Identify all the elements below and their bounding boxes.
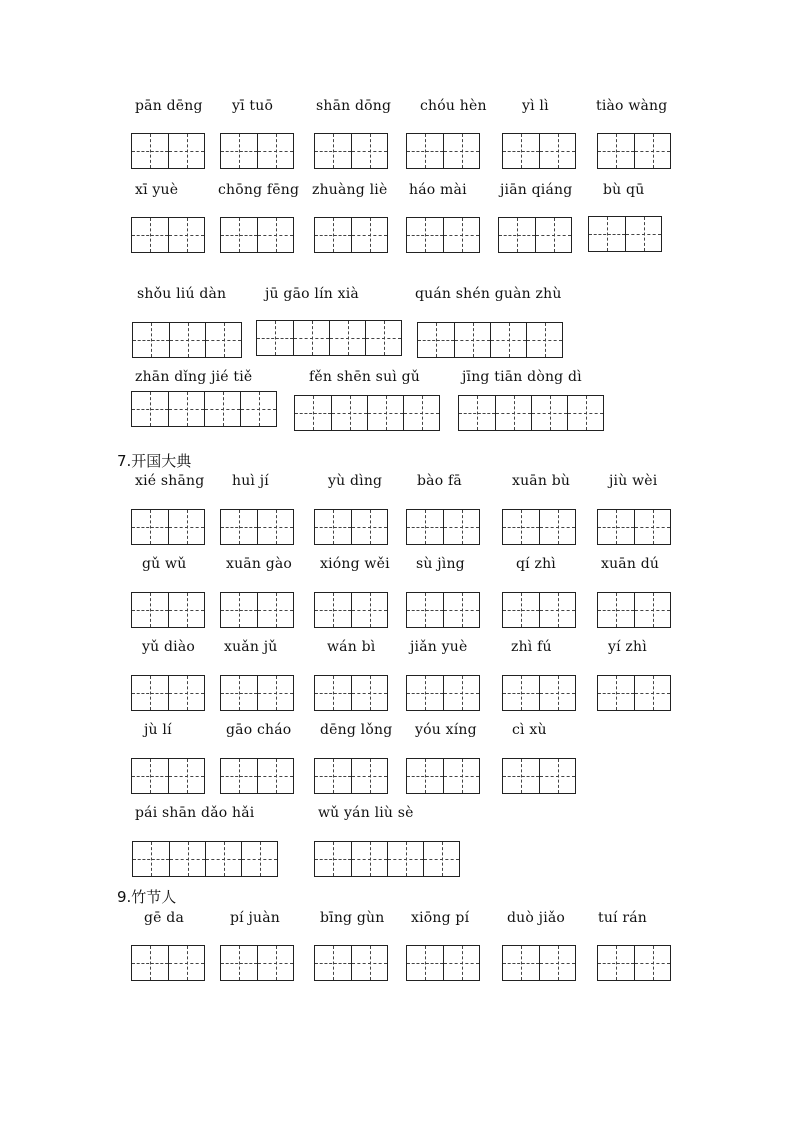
pinyin-label: xié shāng <box>135 473 205 489</box>
writing-grid[interactable] <box>314 841 460 877</box>
pinyin-label: xī yuè <box>135 182 179 198</box>
pinyin-label: shǒu liú dàn <box>137 286 227 302</box>
pinyin-label: duò jiǎo <box>507 910 566 926</box>
pinyin-label: dēng lǒng <box>320 722 393 738</box>
writing-grid[interactable] <box>131 592 205 628</box>
writing-grid[interactable] <box>314 133 388 169</box>
writing-grid[interactable] <box>131 133 205 169</box>
pinyin-label: gāo cháo <box>226 722 292 738</box>
writing-grid[interactable] <box>132 322 242 358</box>
writing-grid[interactable] <box>314 758 388 794</box>
writing-grid[interactable] <box>406 758 480 794</box>
pinyin-label: zhān dǐng jié tiě <box>135 369 253 385</box>
pinyin-label: pí juàn <box>230 910 281 926</box>
pinyin-label: gē da <box>144 910 185 926</box>
writing-grid[interactable] <box>220 509 294 545</box>
writing-grid[interactable] <box>502 675 576 711</box>
writing-grid[interactable] <box>294 395 440 431</box>
pinyin-label: gǔ wǔ <box>142 556 187 572</box>
pinyin-label: xuān gào <box>226 556 293 572</box>
pinyin-label: zhì fú <box>511 639 552 655</box>
pinyin-label: xuǎn jǔ <box>224 639 278 655</box>
pinyin-label: yī tuō <box>232 98 274 114</box>
writing-grid[interactable] <box>406 217 480 253</box>
writing-grid[interactable] <box>314 675 388 711</box>
writing-grid[interactable] <box>131 758 205 794</box>
writing-grid[interactable] <box>502 133 576 169</box>
pinyin-label: yí zhì <box>608 639 647 655</box>
pinyin-label: shān dōng <box>316 98 392 114</box>
writing-grid[interactable] <box>498 217 572 253</box>
writing-grid[interactable] <box>597 133 671 169</box>
writing-grid[interactable] <box>314 509 388 545</box>
pinyin-label: pān dēng <box>135 98 203 114</box>
writing-grid[interactable] <box>220 133 294 169</box>
writing-grid[interactable] <box>458 395 604 431</box>
writing-grid[interactable] <box>406 592 480 628</box>
pinyin-label: sù jìng <box>416 556 465 572</box>
writing-grid[interactable] <box>256 320 402 356</box>
pinyin-label: qí zhì <box>516 556 556 572</box>
writing-grid[interactable] <box>417 322 563 358</box>
pinyin-label: huì jí <box>232 473 269 489</box>
writing-grid[interactable] <box>132 841 278 877</box>
writing-grid[interactable] <box>220 675 294 711</box>
writing-grid[interactable] <box>406 133 480 169</box>
writing-grid[interactable] <box>314 592 388 628</box>
pinyin-label: cì xù <box>512 722 547 738</box>
pinyin-label: háo mài <box>409 182 467 198</box>
pinyin-label: jiǎn yuè <box>410 639 468 655</box>
pinyin-label: yì lì <box>522 98 549 114</box>
writing-grid[interactable] <box>406 945 480 981</box>
pinyin-label: jū gāo lín xià <box>265 286 359 302</box>
pinyin-label: yóu xíng <box>415 722 477 738</box>
writing-grid[interactable] <box>502 945 576 981</box>
writing-grid[interactable] <box>220 592 294 628</box>
pinyin-label: jù lí <box>144 722 172 738</box>
pinyin-label: bīng gùn <box>320 910 385 926</box>
writing-grid[interactable] <box>131 945 205 981</box>
writing-grid[interactable] <box>220 758 294 794</box>
writing-grid[interactable] <box>406 509 480 545</box>
pinyin-label: yǔ diào <box>142 639 195 655</box>
pinyin-label: zhuàng liè <box>312 182 388 198</box>
pinyin-label: jiān qiáng <box>500 182 573 198</box>
writing-grid[interactable] <box>588 216 662 252</box>
pinyin-label: yù dìng <box>328 473 383 489</box>
pinyin-label: jiù wèi <box>609 473 658 489</box>
writing-grid[interactable] <box>131 391 277 427</box>
writing-grid[interactable] <box>597 675 671 711</box>
writing-grid[interactable] <box>502 758 576 794</box>
writing-grid[interactable] <box>131 675 205 711</box>
writing-grid[interactable] <box>220 945 294 981</box>
writing-grid[interactable] <box>131 509 205 545</box>
pinyin-label: quán shén guàn zhù <box>415 286 562 302</box>
writing-grid[interactable] <box>502 509 576 545</box>
pinyin-label: xuān dú <box>601 556 660 572</box>
writing-grid[interactable] <box>220 217 294 253</box>
pinyin-label: chóu hèn <box>420 98 487 114</box>
pinyin-label: bù qū <box>603 182 645 198</box>
lesson-heading: 9.竹节人 <box>117 888 177 906</box>
pinyin-label: xuān bù <box>512 473 571 489</box>
pinyin-label: fěn shēn suì gǔ <box>309 369 420 385</box>
pinyin-label: xióng wěi <box>320 556 390 572</box>
lesson-heading: 7.开国大典 <box>117 452 192 470</box>
writing-grid[interactable] <box>131 217 205 253</box>
pinyin-label: jīng tiān dòng dì <box>462 369 582 385</box>
pinyin-label: tiào wàng <box>596 98 668 114</box>
writing-grid[interactable] <box>597 592 671 628</box>
pinyin-label: xiōng pí <box>411 910 470 926</box>
pinyin-label: tuí rán <box>598 910 648 926</box>
pinyin-label: wǔ yán liù sè <box>318 805 414 821</box>
writing-grid[interactable] <box>406 675 480 711</box>
writing-grid[interactable] <box>597 509 671 545</box>
writing-grid[interactable] <box>502 592 576 628</box>
pinyin-label: bào fā <box>417 473 462 489</box>
pinyin-label: chōng fēng <box>218 182 300 198</box>
writing-grid[interactable] <box>314 945 388 981</box>
pinyin-label: wán bì <box>327 639 376 655</box>
pinyin-label: pái shān dǎo hǎi <box>135 805 255 821</box>
writing-grid[interactable] <box>314 217 388 253</box>
writing-grid[interactable] <box>597 945 671 981</box>
